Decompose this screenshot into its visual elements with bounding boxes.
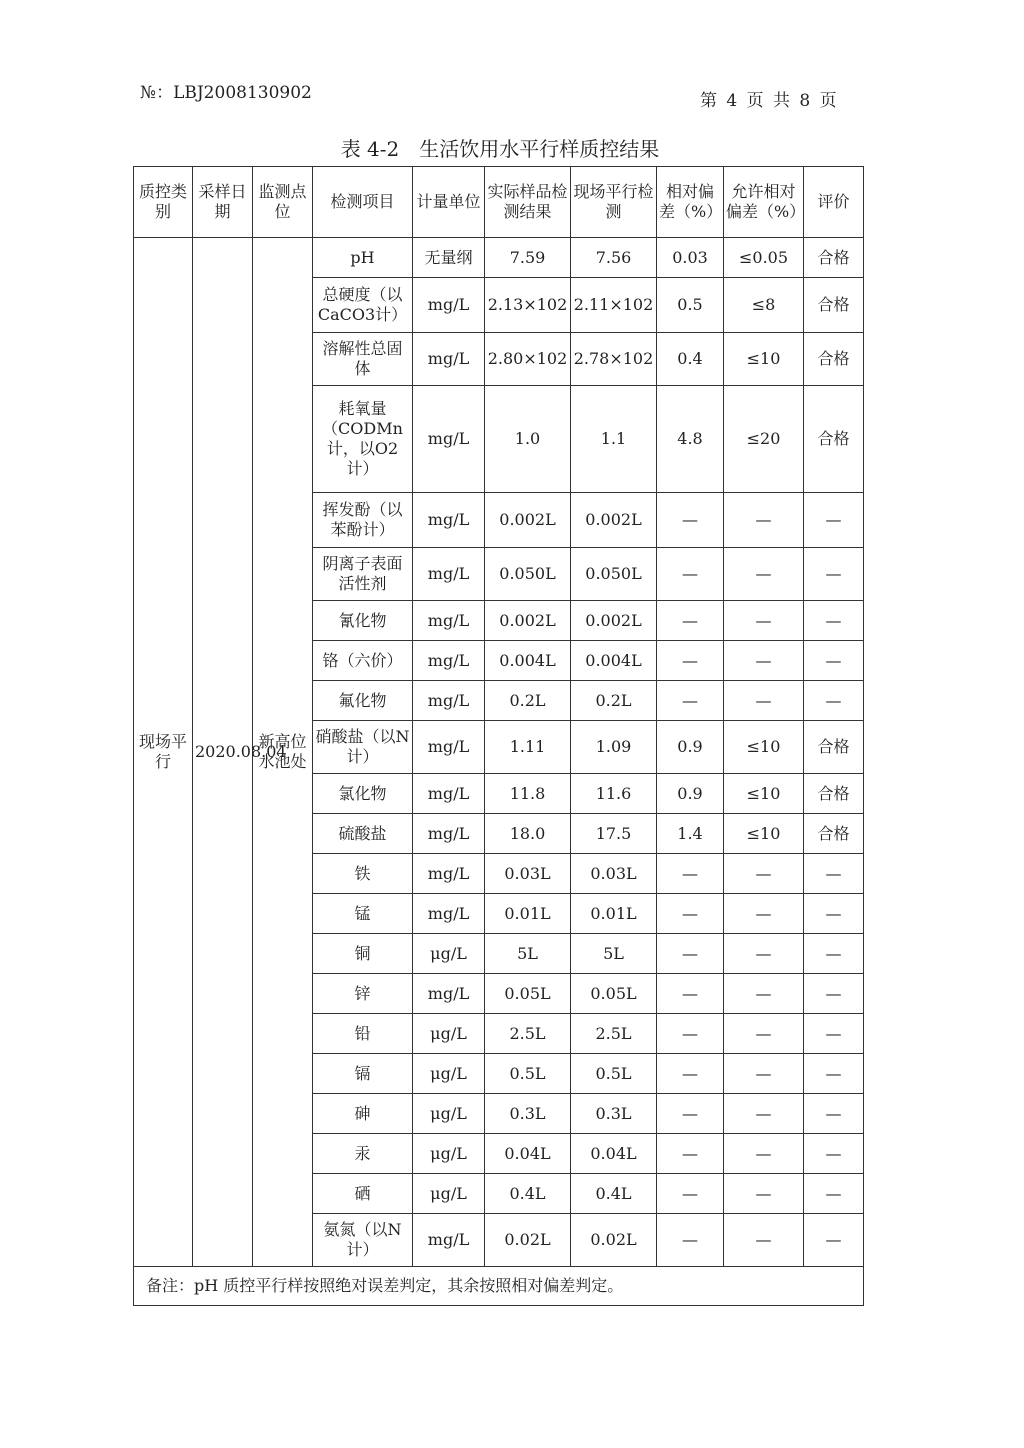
parallel-cell: 1.09 — [571, 721, 657, 774]
evaluation-cell: — — [804, 1174, 864, 1214]
unit-cell: mg/L — [413, 641, 485, 681]
unit-cell: μg/L — [413, 934, 485, 974]
relative-deviation-cell: — — [657, 1014, 724, 1054]
unit-cell: mg/L — [413, 278, 485, 333]
document-number: №：LBJ2008130902 — [140, 83, 312, 103]
parallel-cell: 7.56 — [571, 238, 657, 278]
evaluation-cell: — — [804, 974, 864, 1014]
header-cell: 评价 — [804, 167, 864, 238]
unit-cell: mg/L — [413, 681, 485, 721]
allowed-deviation-cell: ≤10 — [724, 814, 804, 854]
actual-cell: 0.004L — [485, 641, 571, 681]
relative-deviation-cell: 4.8 — [657, 386, 724, 493]
parallel-cell: 0.03L — [571, 854, 657, 894]
unit-cell: mg/L — [413, 854, 485, 894]
evaluation-cell: 合格 — [804, 278, 864, 333]
unit-cell: μg/L — [413, 1174, 485, 1214]
header-cell: 质控类别 — [134, 167, 193, 238]
evaluation-cell: 合格 — [804, 721, 864, 774]
evaluation-cell: — — [804, 1014, 864, 1054]
relative-deviation-cell: 0.9 — [657, 774, 724, 814]
evaluation-cell: — — [804, 641, 864, 681]
allowed-deviation-cell: — — [724, 548, 804, 601]
evaluation-cell: — — [804, 548, 864, 601]
evaluation-cell: — — [804, 601, 864, 641]
relative-deviation-cell: 1.4 — [657, 814, 724, 854]
item-cell: 锌 — [313, 974, 413, 1014]
actual-cell: 0.002L — [485, 601, 571, 641]
allowed-deviation-cell: ≤10 — [724, 333, 804, 386]
header-cell: 采样日期 — [193, 167, 253, 238]
table-title: 表 4-2 生活饮用水平行样质控结果 — [340, 137, 660, 161]
page-indicator: 第 4 页 共 8 页 — [700, 91, 839, 111]
table-header-row — [134, 167, 864, 238]
relative-deviation-cell: — — [657, 1174, 724, 1214]
parallel-cell: 17.5 — [571, 814, 657, 854]
actual-cell: 1.11 — [485, 721, 571, 774]
actual-cell: 5L — [485, 934, 571, 974]
parallel-cell: 2.11×102 — [571, 278, 657, 333]
unit-cell: μg/L — [413, 1094, 485, 1134]
parallel-cell: 5L — [571, 934, 657, 974]
relative-deviation-cell: — — [657, 681, 724, 721]
relative-deviation-cell: 0.03 — [657, 238, 724, 278]
allowed-deviation-cell: ≤0.05 — [724, 238, 804, 278]
actual-cell: 0.050L — [485, 548, 571, 601]
actual-cell: 0.002L — [485, 493, 571, 548]
allowed-deviation-cell: ≤8 — [724, 278, 804, 333]
actual-cell: 2.5L — [485, 1014, 571, 1054]
allowed-deviation-cell: — — [724, 601, 804, 641]
item-cell: 硝酸盐（以N计） — [313, 721, 413, 774]
relative-deviation-cell: 0.5 — [657, 278, 724, 333]
item-cell: 总硬度（以CaCO3计） — [313, 278, 413, 333]
item-cell: 氰化物 — [313, 601, 413, 641]
item-cell: 耗氧量（CODMn计，以O2计） — [313, 386, 413, 493]
relative-deviation-cell: — — [657, 934, 724, 974]
relative-deviation-cell: — — [657, 548, 724, 601]
evaluation-cell: 合格 — [804, 774, 864, 814]
actual-cell: 0.04L — [485, 1134, 571, 1174]
item-cell: 溶解性总固体 — [313, 333, 413, 386]
parallel-cell: 0.4L — [571, 1174, 657, 1214]
parallel-cell: 11.6 — [571, 774, 657, 814]
actual-cell: 0.4L — [485, 1174, 571, 1214]
item-cell: 汞 — [313, 1134, 413, 1174]
item-cell: 氟化物 — [313, 681, 413, 721]
allowed-deviation-cell: ≤10 — [724, 721, 804, 774]
parallel-cell: 1.1 — [571, 386, 657, 493]
item-cell: 氨氮（以N计） — [313, 1214, 413, 1267]
unit-cell: 无量纲 — [413, 238, 485, 278]
unit-cell: mg/L — [413, 493, 485, 548]
relative-deviation-cell: 0.9 — [657, 721, 724, 774]
parallel-cell: 2.5L — [571, 1014, 657, 1054]
allowed-deviation-cell: — — [724, 1214, 804, 1267]
header-cell: 现场平行检测 — [571, 167, 657, 238]
actual-cell: 0.05L — [485, 974, 571, 1014]
item-cell: 阴离子表面活性剂 — [313, 548, 413, 601]
allowed-deviation-cell: — — [724, 1014, 804, 1054]
relative-deviation-cell: — — [657, 974, 724, 1014]
unit-cell: mg/L — [413, 974, 485, 1014]
parallel-cell: 0.004L — [571, 641, 657, 681]
relative-deviation-cell: 0.4 — [657, 333, 724, 386]
evaluation-cell: — — [804, 681, 864, 721]
unit-cell: mg/L — [413, 333, 485, 386]
actual-cell: 0.5L — [485, 1054, 571, 1094]
unit-cell: mg/L — [413, 814, 485, 854]
actual-cell: 7.59 — [485, 238, 571, 278]
allowed-deviation-cell: ≤20 — [724, 386, 804, 493]
parallel-cell: 0.002L — [571, 493, 657, 548]
item-cell: 锰 — [313, 894, 413, 934]
item-cell: 铅 — [313, 1014, 413, 1054]
table-note: 备注：pH 质控平行样按照绝对误差判定，其余按照相对偏差判定。 — [134, 1267, 864, 1306]
actual-cell: 0.02L — [485, 1214, 571, 1267]
relative-deviation-cell: — — [657, 894, 724, 934]
header-cell: 监测点位 — [253, 167, 313, 238]
actual-cell: 0.3L — [485, 1094, 571, 1134]
evaluation-cell: — — [804, 493, 864, 548]
relative-deviation-cell: — — [657, 493, 724, 548]
monitoring-site-cell: 新高位水池处 — [253, 238, 313, 1267]
allowed-deviation-cell: — — [724, 493, 804, 548]
unit-cell: mg/L — [413, 894, 485, 934]
item-cell: 砷 — [313, 1094, 413, 1134]
evaluation-cell: — — [804, 1134, 864, 1174]
item-cell: 铁 — [313, 854, 413, 894]
actual-cell: 11.8 — [485, 774, 571, 814]
item-cell: 硒 — [313, 1174, 413, 1214]
unit-cell: μg/L — [413, 1014, 485, 1054]
allowed-deviation-cell: — — [724, 1174, 804, 1214]
qc-type-cell: 现场平行 — [134, 238, 193, 1267]
header-cell: 允许相对偏差（%） — [724, 167, 804, 238]
actual-cell: 0.03L — [485, 854, 571, 894]
parallel-cell: 0.05L — [571, 974, 657, 1014]
unit-cell: μg/L — [413, 1054, 485, 1094]
evaluation-cell: 合格 — [804, 814, 864, 854]
evaluation-cell: — — [804, 894, 864, 934]
relative-deviation-cell: — — [657, 1134, 724, 1174]
actual-cell: 18.0 — [485, 814, 571, 854]
item-cell: 铜 — [313, 934, 413, 974]
item-cell: 铬（六价） — [313, 641, 413, 681]
allowed-deviation-cell: — — [724, 1054, 804, 1094]
item-cell: 氯化物 — [313, 774, 413, 814]
parallel-cell: 0.02L — [571, 1214, 657, 1267]
allowed-deviation-cell: — — [724, 894, 804, 934]
evaluation-cell: — — [804, 854, 864, 894]
unit-cell: mg/L — [413, 386, 485, 493]
parallel-cell: 0.04L — [571, 1134, 657, 1174]
evaluation-cell: — — [804, 1214, 864, 1267]
unit-cell: mg/L — [413, 1214, 485, 1267]
header-cell: 计量单位 — [413, 167, 485, 238]
unit-cell: mg/L — [413, 548, 485, 601]
relative-deviation-cell: — — [657, 854, 724, 894]
unit-cell: μg/L — [413, 1134, 485, 1174]
relative-deviation-cell: — — [657, 1054, 724, 1094]
evaluation-cell: 合格 — [804, 333, 864, 386]
relative-deviation-cell: — — [657, 641, 724, 681]
actual-cell: 0.01L — [485, 894, 571, 934]
parallel-cell: 0.3L — [571, 1094, 657, 1134]
parallel-cell: 0.01L — [571, 894, 657, 934]
evaluation-cell: — — [804, 934, 864, 974]
item-cell: 硫酸盐 — [313, 814, 413, 854]
relative-deviation-cell: — — [657, 1214, 724, 1267]
header-cell: 相对偏差（%） — [657, 167, 724, 238]
item-cell: 镉 — [313, 1054, 413, 1094]
evaluation-cell: — — [804, 1094, 864, 1134]
evaluation-cell: — — [804, 1054, 864, 1094]
sampling-date-cell: 2020.08.04 — [193, 238, 253, 1267]
actual-cell: 0.2L — [485, 681, 571, 721]
actual-cell: 1.0 — [485, 386, 571, 493]
parallel-cell: 0.2L — [571, 681, 657, 721]
item-cell: pH — [313, 238, 413, 278]
header-cell: 实际样品检测结果 — [485, 167, 571, 238]
allowed-deviation-cell: — — [724, 681, 804, 721]
relative-deviation-cell: — — [657, 1094, 724, 1134]
unit-cell: mg/L — [413, 774, 485, 814]
allowed-deviation-cell: — — [724, 641, 804, 681]
unit-cell: mg/L — [413, 721, 485, 774]
header-cell: 检测项目 — [313, 167, 413, 238]
actual-cell: 2.13×102 — [485, 278, 571, 333]
allowed-deviation-cell: — — [724, 854, 804, 894]
actual-cell: 2.80×102 — [485, 333, 571, 386]
parallel-cell: 0.050L — [571, 548, 657, 601]
evaluation-cell: 合格 — [804, 238, 864, 278]
allowed-deviation-cell: — — [724, 1094, 804, 1134]
item-cell: 挥发酚（以苯酚计） — [313, 493, 413, 548]
allowed-deviation-cell: — — [724, 974, 804, 1014]
parallel-cell: 0.002L — [571, 601, 657, 641]
parallel-cell: 0.5L — [571, 1054, 657, 1094]
qc-results-table — [133, 166, 864, 1306]
allowed-deviation-cell: — — [724, 1134, 804, 1174]
evaluation-cell: 合格 — [804, 386, 864, 493]
note-row — [134, 1267, 864, 1306]
parallel-cell: 2.78×102 — [571, 333, 657, 386]
allowed-deviation-cell: ≤10 — [724, 774, 804, 814]
allowed-deviation-cell: — — [724, 934, 804, 974]
relative-deviation-cell: — — [657, 601, 724, 641]
table-row — [134, 238, 864, 278]
unit-cell: mg/L — [413, 601, 485, 641]
